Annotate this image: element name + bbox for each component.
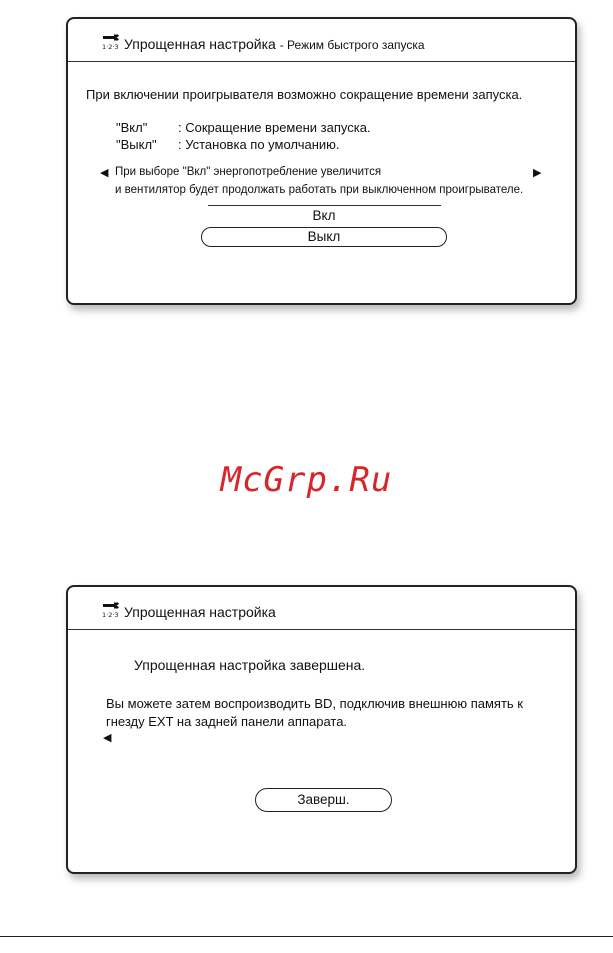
option-key-off: "Выкл" [116,137,157,152]
option-key-on: "Вкл" [116,120,148,135]
dialog-title-bar [68,19,575,62]
intro-text: При включении проигрывателя возможно сокращение времени запуска. [86,87,523,102]
note-line-2: и вентилятор будет продолжать работать при выключенном проигрывателе. [115,184,524,196]
setup-complete-dialog [66,585,577,874]
complete-heading: Упрощенная настройка завершена. [134,657,366,673]
svg-text:1·2·3: 1·2·3 [102,611,119,618]
right-arrow-icon[interactable]: ▶ [533,167,542,179]
quick-start-dialog [66,17,577,305]
svg-text:1·2·3: 1·2·3 [102,43,119,50]
watermark: McGrp.Ru [220,460,393,500]
tools-123-icon [102,34,120,50]
page-footer-line [0,936,613,937]
dialog-title: Упрощенная настройка [124,604,276,620]
body-line-2: гнезду EXT на задней панели аппарата. [106,714,348,729]
dialog-title: Упрощенная настройка - Режим быстрого запуска [124,36,425,52]
finish-button[interactable]: Заверш. [255,788,392,812]
choice-off-selected[interactable]: Выкл [201,227,447,247]
body-line-1: Вы можете затем воспроизводить BD, подключив внешнюю память к [106,696,523,711]
option-desc-on: : Сокращение времени запуска. [178,120,371,135]
choice-on[interactable]: Вкл [312,208,336,223]
left-arrow-icon[interactable]: ◀ [100,167,109,179]
note-line-1: При выборе "Вкл" энергопотребление увеличится [115,166,382,178]
tools-123-icon [102,602,120,618]
back-arrow-icon[interactable]: ◀ [103,732,112,744]
options-divider [208,205,441,206]
dialog-title-bar [68,587,575,630]
option-desc-off: : Установка по умолчанию. [178,137,340,152]
